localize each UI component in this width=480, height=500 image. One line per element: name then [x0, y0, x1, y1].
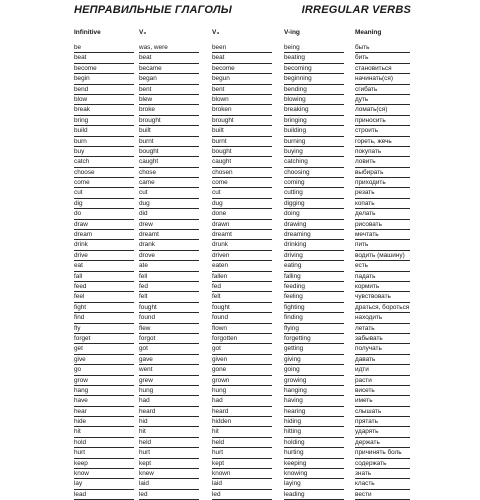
infinitive-cell: give	[74, 355, 86, 363]
table-row	[0, 386, 480, 396]
meaning-cell: вести	[355, 490, 372, 498]
infinitive-cell: dream	[74, 231, 93, 239]
table-row	[0, 344, 480, 354]
v-ing-cell: holding	[284, 438, 305, 446]
v2-cell: fell	[139, 272, 148, 280]
v3-cell: built	[212, 127, 224, 135]
infinitive-cell: feel	[74, 293, 85, 301]
meaning-cell: драться, бороться	[355, 303, 410, 311]
meaning-cell: приходить	[355, 179, 386, 187]
meaning-cell: находить	[355, 314, 383, 322]
infinitive-cell: have	[74, 397, 88, 405]
v2-cell: blew	[139, 95, 153, 103]
table-row	[0, 407, 480, 417]
v-ing-cell: drawing	[284, 220, 307, 228]
page-title-russian: НЕПРАВИЛЬНЫЕ ГЛАГОЛЫ	[74, 4, 232, 16]
infinitive-cell: be	[74, 44, 82, 51]
table-row	[0, 209, 480, 219]
v3-cell: dreamt	[212, 231, 232, 239]
table-row	[0, 355, 480, 365]
v2-cell: grew	[139, 376, 153, 384]
v2-cell: bent	[139, 85, 152, 93]
table-row	[0, 126, 480, 136]
meaning-cell: давать	[355, 355, 376, 363]
v2-cell: gave	[139, 355, 153, 363]
v-ing-cell: giving	[284, 355, 301, 363]
v-ing-cell: buying	[284, 147, 303, 155]
v2-cell: dug	[139, 199, 150, 207]
infinitive-cell: lay	[74, 480, 83, 488]
table-row	[0, 53, 480, 63]
v-ing-cell: burning	[284, 137, 306, 145]
table-row	[0, 427, 480, 437]
table-row	[0, 448, 480, 458]
meaning-cell: есть	[355, 262, 369, 270]
v2-cell: had	[139, 397, 150, 405]
infinitive-cell: hang	[74, 386, 89, 394]
v2-cell: drew	[139, 220, 153, 228]
meaning-cell: слышать	[355, 407, 382, 415]
v3-cell: kept	[212, 459, 225, 467]
v-ing-cell: laying	[284, 480, 301, 488]
v2-cell: built	[139, 127, 151, 135]
v3-cell: broken	[212, 106, 232, 114]
meaning-cell: содержать	[355, 459, 387, 467]
infinitive-cell: build	[74, 127, 88, 135]
v-ing-cell: keeping	[284, 459, 307, 467]
v2-cell: laid	[139, 480, 149, 488]
v2-cell: fought	[139, 303, 157, 311]
meaning-cell: расти	[355, 376, 372, 384]
v3-cell: held	[212, 438, 225, 446]
v2-cell: broke	[139, 106, 155, 114]
infinitive-cell: know	[74, 470, 89, 478]
v-ing-cell: catching	[284, 158, 308, 166]
meaning-cell: становиться	[355, 64, 392, 72]
v-ing-cell: falling	[284, 272, 301, 280]
meaning-cell: покупать	[355, 147, 382, 155]
column-header-infinitive: Infinitive	[74, 29, 101, 36]
column-header-meaning: Meaning	[355, 29, 382, 36]
page-header	[0, 2, 480, 20]
infinitive-cell: beat	[74, 54, 87, 62]
v-ing-cell: getting	[284, 345, 304, 353]
v2-cell: became	[139, 64, 162, 72]
v-ing-cell: going	[284, 366, 300, 374]
v-ing-cell: breaking	[284, 106, 309, 114]
v3-cell: had	[212, 397, 223, 405]
infinitive-cell: fight	[74, 303, 87, 311]
infinitive-cell: forget	[74, 334, 91, 342]
verb-table-body	[0, 43, 480, 500]
v3-cell: fed	[212, 282, 221, 290]
table-row	[0, 95, 480, 105]
infinitive-cell: feed	[74, 282, 87, 290]
v3-cell: hit	[212, 428, 219, 436]
infinitive-cell: keep	[74, 459, 88, 467]
table-row	[0, 230, 480, 240]
table-row	[0, 85, 480, 95]
v3-cell: chosen	[212, 168, 233, 176]
v-ing-cell: becoming	[284, 64, 312, 72]
infinitive-cell: eat	[74, 262, 83, 270]
v2-cell: brought	[139, 116, 161, 124]
table-row	[0, 43, 480, 53]
table-row	[0, 220, 480, 230]
table-row	[0, 334, 480, 344]
v2-cell: beat	[139, 54, 152, 62]
v3-cell: burnt	[212, 137, 227, 145]
v-ing-cell: leading	[284, 490, 305, 498]
v-ing-cell: dreaming	[284, 231, 311, 239]
table-row	[0, 365, 480, 375]
v3-cell: bent	[212, 85, 225, 93]
v2-cell: found	[139, 314, 155, 322]
table-row	[0, 105, 480, 115]
infinitive-cell: grow	[74, 376, 88, 384]
v2-cell: flew	[139, 324, 151, 332]
v2-cell: drank	[139, 241, 155, 249]
meaning-cell: падать	[355, 272, 376, 280]
v3-cell: brought	[212, 116, 234, 124]
v2-cell: came	[139, 179, 155, 187]
meaning-cell: пить	[355, 241, 369, 249]
infinitive-cell: lead	[74, 490, 87, 498]
meaning-cell: висеть	[355, 386, 375, 394]
v3-cell: hidden	[212, 418, 232, 426]
v2-cell: burnt	[139, 137, 154, 145]
v3-cell: heard	[212, 407, 229, 415]
infinitive-cell: come	[74, 179, 90, 187]
v-ing-cell: fighting	[284, 303, 305, 311]
table-row	[0, 261, 480, 271]
v2-cell: forgot	[139, 334, 156, 342]
table-row	[0, 168, 480, 178]
meaning-cell: ловить	[355, 158, 376, 166]
infinitive-cell: fly	[74, 324, 81, 332]
v-ing-cell: hurting	[284, 449, 304, 457]
v3-cell: bought	[212, 147, 232, 155]
v2-cell: caught	[139, 158, 159, 166]
v3-cell: cut	[212, 189, 221, 197]
v2-cell: got	[139, 345, 148, 353]
v3-cell: caught	[212, 158, 232, 166]
v2-cell: dreamt	[139, 231, 159, 239]
column-header-v-ing: V-ing	[284, 29, 300, 36]
table-row	[0, 469, 480, 479]
v2-cell: bought	[139, 147, 159, 155]
meaning-cell: чувствовать	[355, 293, 391, 301]
infinitive-cell: fall	[74, 272, 83, 280]
table-row	[0, 116, 480, 126]
infinitive-cell: buy	[74, 147, 85, 155]
table-row	[0, 251, 480, 261]
v-ing-cell: bending	[284, 85, 307, 93]
v3-cell: drunk	[212, 241, 228, 249]
v-ing-cell: driving	[284, 251, 303, 259]
v3-cell: fallen	[212, 272, 228, 280]
infinitive-cell: break	[74, 106, 90, 114]
infinitive-cell: cut	[74, 189, 83, 197]
meaning-cell: иметь	[355, 397, 373, 405]
v3-cell: flown	[212, 324, 227, 332]
v2-cell: felt	[139, 293, 148, 301]
v-ing-cell: knowing	[284, 470, 308, 478]
v-ing-cell: digging	[284, 199, 305, 207]
meaning-cell: выбирать	[355, 168, 384, 176]
table-row	[0, 459, 480, 469]
table-row	[0, 64, 480, 74]
table-row	[0, 438, 480, 448]
infinitive-cell: burn	[74, 137, 87, 145]
infinitive-cell: hear	[74, 407, 87, 415]
v2-cell: cut	[139, 189, 148, 197]
meaning-cell: идти	[355, 366, 369, 374]
infinitive-cell: blow	[74, 95, 88, 103]
meaning-cell: класть	[355, 480, 375, 488]
v3-cell: driven	[212, 251, 230, 259]
infinitive-cell: hit	[74, 428, 81, 436]
v-ing-cell: beating	[284, 54, 305, 62]
v-ing-cell: feeling	[284, 293, 303, 301]
infinitive-cell: dig	[74, 199, 83, 207]
v-ing-cell: finding	[284, 314, 303, 322]
table-row	[0, 178, 480, 188]
v-ing-cell: choosing	[284, 168, 310, 176]
v3-cell: led	[212, 490, 221, 498]
v-ing-cell: flying	[284, 324, 299, 332]
v2-cell: hid	[139, 418, 148, 426]
v-ing-cell: feeding	[284, 282, 305, 290]
v-ing-cell: cutting	[284, 189, 303, 197]
infinitive-cell: choose	[74, 168, 95, 176]
v2-cell: heard	[139, 407, 156, 415]
table-row	[0, 417, 480, 427]
table-row	[0, 157, 480, 167]
v-ing-cell: drinking	[284, 241, 307, 249]
v3-cell: found	[212, 314, 228, 322]
infinitive-cell: get	[74, 345, 83, 353]
v3-cell: beat	[212, 54, 225, 62]
v-ing-cell: eating	[284, 262, 302, 270]
v-ing-cell: hearing	[284, 407, 306, 415]
v-ing-cell: growing	[284, 376, 307, 384]
v2-cell: kept	[139, 459, 152, 467]
v-ing-cell: forgetting	[284, 334, 311, 342]
table-row	[0, 199, 480, 209]
table-row	[0, 479, 480, 489]
meaning-cell: держать	[355, 438, 380, 446]
infinitive-cell: drive	[74, 251, 88, 259]
meaning-cell: копать	[355, 199, 375, 207]
infinitive-cell: become	[74, 64, 97, 72]
v3-cell: fought	[212, 303, 230, 311]
meaning-cell: гореть, жечь	[355, 137, 392, 145]
meaning-cell: дуть	[355, 95, 369, 103]
meaning-cell: быть	[355, 44, 370, 51]
v2-cell: did	[139, 210, 148, 218]
v3-cell: done	[212, 210, 227, 218]
meaning-cell: строить	[355, 127, 379, 135]
table-row	[0, 147, 480, 157]
v2-cell: hurt	[139, 449, 151, 457]
meaning-cell: резать	[355, 189, 375, 197]
v-ing-cell: blowing	[284, 95, 306, 103]
infinitive-cell: begin	[74, 75, 90, 83]
column-header-v2: V₂	[139, 29, 147, 36]
table-row	[0, 396, 480, 406]
meaning-cell: рисовать	[355, 220, 382, 228]
meaning-cell: бить	[355, 54, 369, 62]
table-row	[0, 240, 480, 250]
table-row	[0, 272, 480, 282]
v3-cell: dug	[212, 199, 223, 207]
meaning-cell: водить (машину)	[355, 251, 405, 259]
v3-cell: got	[212, 345, 221, 353]
v2-cell: hit	[139, 428, 146, 436]
v3-cell: hung	[212, 386, 227, 394]
v2-cell: knew	[139, 470, 154, 478]
v3-cell: known	[212, 470, 231, 478]
infinitive-cell: hold	[74, 438, 87, 446]
infinitive-cell: hide	[74, 418, 87, 426]
infinitive-cell: bend	[74, 85, 89, 93]
meaning-cell: летать	[355, 324, 375, 332]
v-ing-cell: hiding	[284, 418, 302, 426]
table-row	[0, 490, 480, 500]
v3-cell: given	[212, 355, 228, 363]
column-header-v3: V₃	[212, 29, 220, 36]
v3-cell: drawn	[212, 220, 230, 228]
v-ing-cell: hitting	[284, 428, 302, 436]
v3-cell: eaten	[212, 262, 228, 270]
v2-cell: ate	[139, 262, 148, 270]
meaning-cell: ломать(ся)	[355, 106, 388, 114]
column-headers	[0, 29, 480, 39]
page-title-english: IRREGULAR VERBS	[301, 4, 411, 16]
v-ing-cell: bringing	[284, 116, 307, 124]
meaning-cell: начинать(ся)	[355, 75, 393, 83]
v-ing-cell: beginning	[284, 75, 312, 83]
infinitive-cell: bring	[74, 116, 89, 124]
meaning-cell: забывать	[355, 334, 383, 342]
meaning-cell: причинять боль	[355, 449, 402, 457]
meaning-cell: прятать	[355, 418, 378, 426]
v3-cell: laid	[212, 480, 222, 488]
v2-cell: went	[139, 366, 153, 374]
v3-cell: begun	[212, 75, 230, 83]
infinitive-cell: do	[74, 210, 82, 218]
table-row	[0, 303, 480, 313]
infinitive-cell: draw	[74, 220, 88, 228]
table-row	[0, 324, 480, 334]
v3-cell: gone	[212, 366, 227, 374]
v2-cell: hung	[139, 386, 154, 394]
infinitive-cell: drink	[74, 241, 88, 249]
table-row	[0, 292, 480, 302]
v3-cell: forgotten	[212, 334, 238, 342]
v3-cell: grown	[212, 376, 230, 384]
meaning-cell: приносить	[355, 116, 386, 124]
v3-cell: been	[212, 44, 227, 51]
v3-cell: felt	[212, 293, 221, 301]
v2-cell: was, were	[139, 44, 168, 51]
infinitive-cell: find	[74, 314, 85, 322]
table-row	[0, 74, 480, 84]
table-row	[0, 188, 480, 198]
meaning-cell: знать	[355, 470, 372, 478]
v2-cell: fed	[139, 282, 148, 290]
table-row	[0, 282, 480, 292]
v3-cell: become	[212, 64, 235, 72]
v-ing-cell: doing	[284, 210, 300, 218]
v2-cell: chose	[139, 168, 157, 176]
v3-cell: hurt	[212, 449, 224, 457]
v2-cell: drove	[139, 251, 155, 259]
table-row	[0, 376, 480, 386]
meaning-cell: делать	[355, 210, 376, 218]
v-ing-cell: being	[284, 44, 300, 51]
v-ing-cell: having	[284, 397, 303, 405]
v2-cell: led	[139, 490, 148, 498]
meaning-cell: получать	[355, 345, 382, 353]
v-ing-cell: coming	[284, 179, 305, 187]
table-row	[0, 313, 480, 323]
meaning-cell: ударять	[355, 428, 379, 436]
v3-cell: blown	[212, 95, 229, 103]
v3-cell: come	[212, 179, 228, 187]
v-ing-cell: building	[284, 127, 307, 135]
infinitive-cell: go	[74, 366, 82, 374]
table-row	[0, 137, 480, 147]
infinitive-cell: hurt	[74, 449, 86, 457]
infinitive-cell: catch	[74, 158, 90, 166]
v2-cell: held	[139, 438, 152, 446]
v2-cell: began	[139, 75, 157, 83]
v-ing-cell: hanging	[284, 386, 307, 394]
meaning-cell: кормить	[355, 282, 380, 290]
meaning-cell: сгибать	[355, 85, 378, 93]
meaning-cell: мечтать	[355, 231, 379, 239]
